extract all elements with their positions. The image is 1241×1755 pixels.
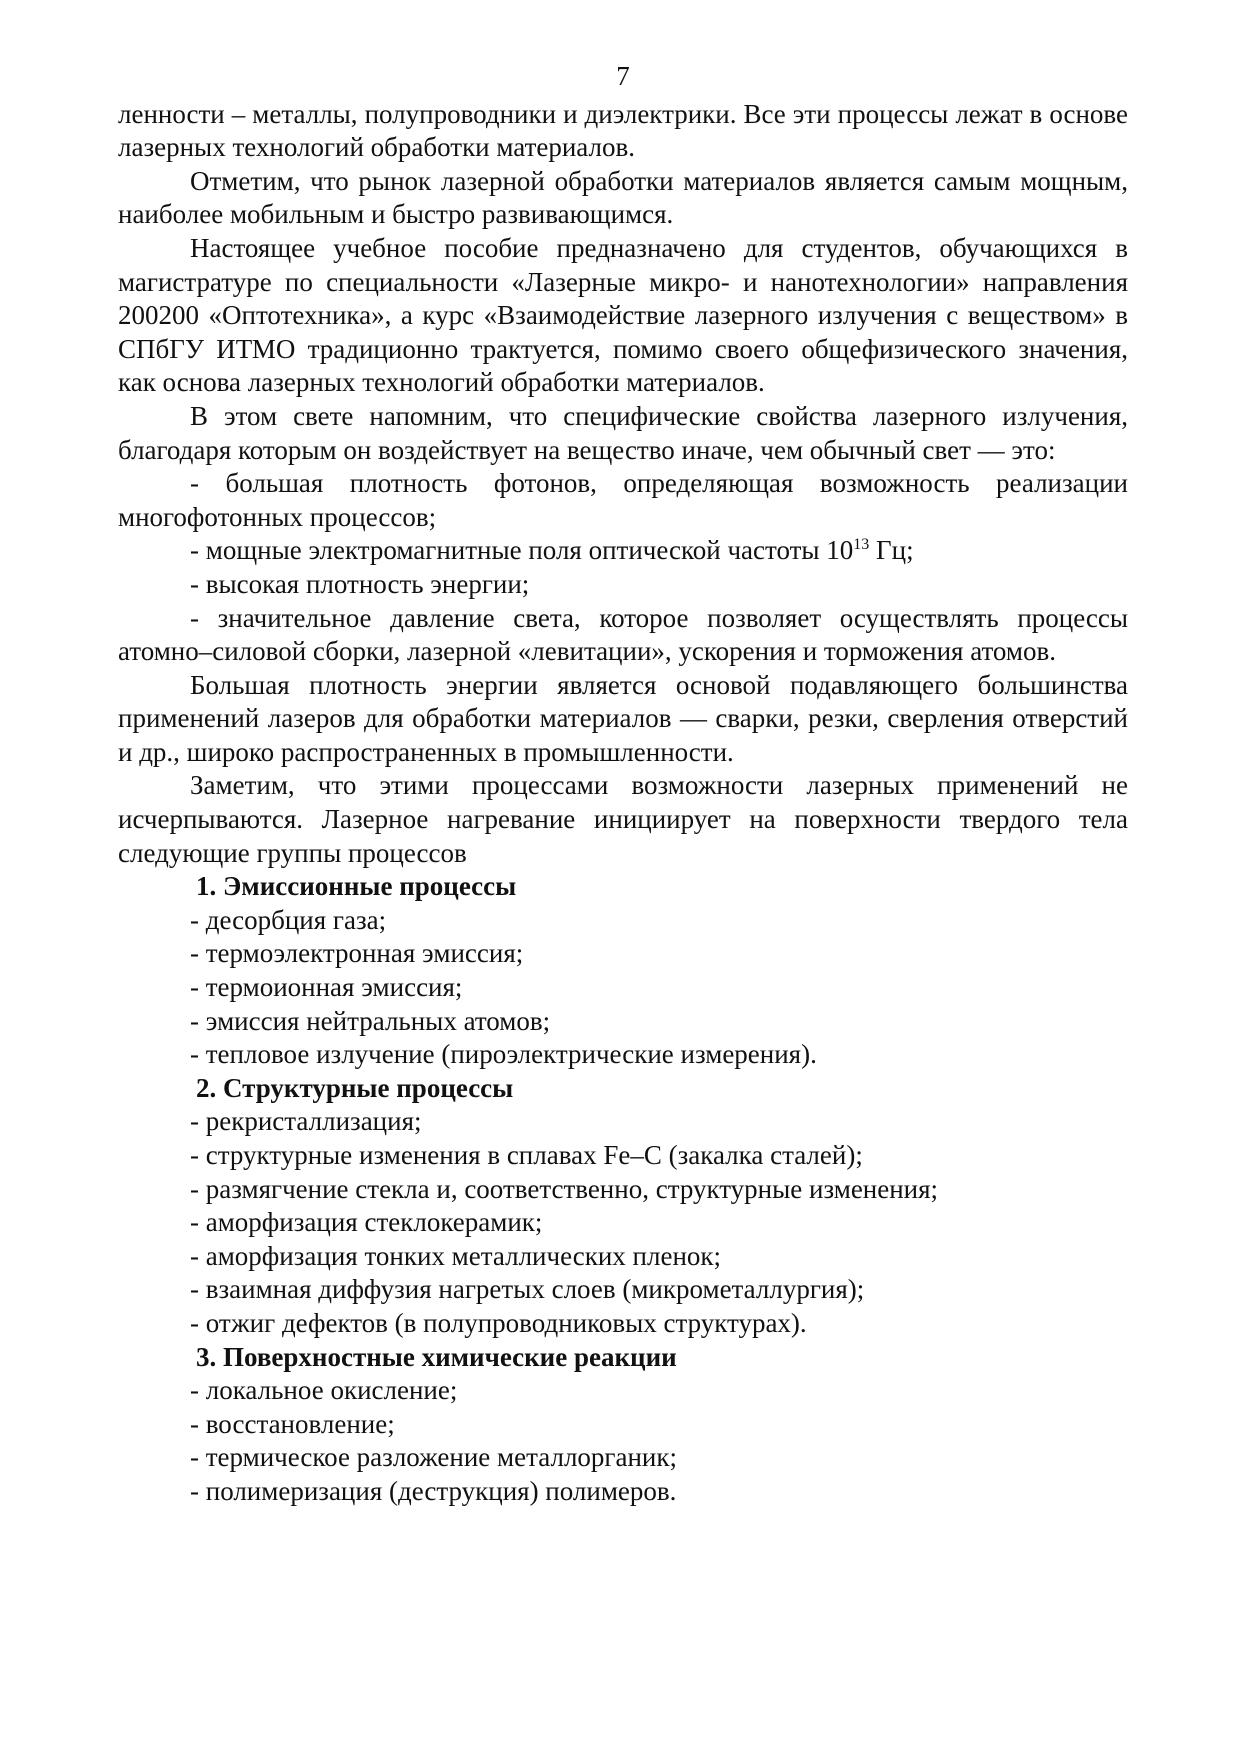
list-item: - десорбция газа;	[190, 904, 387, 935]
exponent: 13	[853, 536, 870, 554]
property-item: - высокая плотность энергии;	[190, 568, 530, 599]
paragraph: Большая плотность энергии является основой подавляющего большинства применений лазеров для обработки материалов — сварки, резки, сверления отверстий и др., широко распространенных в промышленности.	[118, 669, 1128, 767]
list-item: - отжиг дефектов (в полупроводниковых структурах).	[190, 1307, 807, 1338]
list-item: - аморфизация тонких металлических пленок;	[190, 1240, 722, 1271]
property-item	[118, 534, 1128, 568]
list-item: - термоэлектронная эмиссия;	[190, 938, 524, 969]
property-item: - большая плотность фотонов, определяющая возможность реализации многофотонных процессов;	[118, 468, 1128, 532]
page-number: 7	[616, 61, 630, 91]
section-heading: 1. Эмиссионные процессы	[196, 871, 517, 902]
paragraph: Настоящее учебное пособие предназначено для студентов, обучающихся в магистратуре по специальности «Лазерные микро- и нанотехнологии» направления 200200 «Оптотехника», а курс «Взаимодействие лазерного излучения с веществом» в СПбГУ ИТМО традиционно трактуется, помимо своего общефизического значения, как основа лазерных технологий обработки материалов.	[118, 232, 1128, 398]
paragraph: В этом свете напомним, что специфические свойства лазерного излучения, благодаря которым он воздействует на вещество иначе, чем обычный свет — это:	[118, 400, 1128, 465]
list-item: - восстановление;	[190, 1408, 395, 1439]
paragraph: Заметим, что этими процессами возможности лазерных применений не исчерпываются. Лазерное нагревание инициирует на поверхности твердого тела следующие группы процессов	[118, 770, 1128, 868]
paragraph: ленности – металлы, полупроводники и диэлектрики. Все эти процессы лежат в основе лазерных технологий обработки материалов.	[118, 98, 1128, 163]
section-emission	[118, 870, 1128, 1072]
property-item-unit: Гц;	[869, 535, 914, 566]
list-item: - локальное окисление;	[190, 1375, 458, 1406]
list-item: - эмиссия нейтральных атомов;	[190, 1005, 551, 1036]
list-item: - структурные изменения в сплавах Fe–C (закалка сталей);	[190, 1140, 863, 1170]
list-item: - рекристаллизация;	[190, 1106, 422, 1137]
list-item: - размягчение стекла и, соответственно, структурные изменения;	[190, 1173, 939, 1204]
paragraph: Отметим, что рынок лазерной обработки материалов является самым мощным, наиболее мобильным и быстро развивающимся.	[118, 165, 1128, 230]
document-page	[118, 60, 1128, 1509]
list-item: - тепловое излучение (пироэлектрические измерения).	[190, 1039, 817, 1070]
section-heading: 2. Структурные процессы	[196, 1072, 514, 1103]
list-item: - полимеризация (деструкция) полимеров.	[190, 1475, 677, 1506]
list-item: - аморфизация стеклокерамик;	[190, 1207, 543, 1238]
list-item: - взаимная диффузия нагретых слоев (микрометаллургия);	[190, 1274, 865, 1305]
list-item: - термоионная эмиссия;	[190, 972, 463, 1003]
list-item: - термическое разложение металлорганик;	[190, 1442, 677, 1473]
section-chemical	[118, 1341, 1128, 1509]
section-heading: 3. Поверхностные химические реакции	[196, 1341, 677, 1372]
property-item-text: - мощные электромагнитные поля оптической частоты 10	[190, 535, 854, 566]
section-structural	[118, 1072, 1128, 1341]
property-item: - значительное давление света, которое позволяет осуществлять процессы атомно–силовой сборки, лазерной «левитации», ускорения и торможения атомов.	[118, 602, 1128, 667]
